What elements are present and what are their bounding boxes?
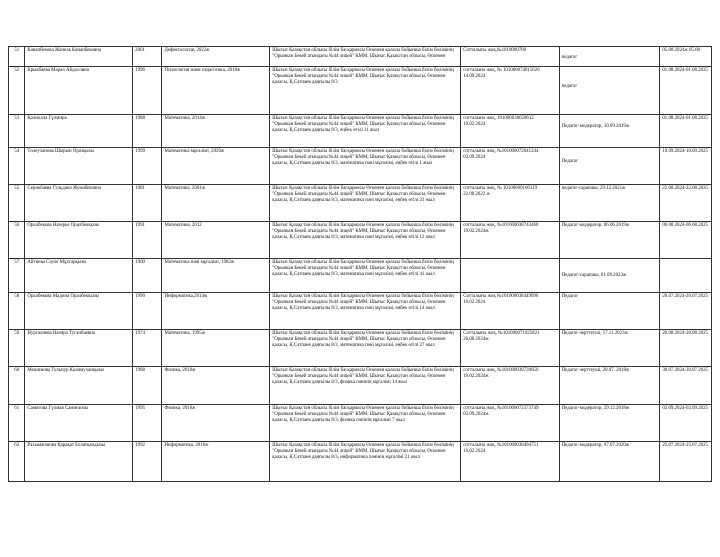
category: Педагог-зерттеуші, 20.07. 2018ж [561,368,630,373]
row-number: 56 [9,222,25,259]
workplace: Шығыс Қазақстан облысы білім басқармасы Өскемен қаласы бойынша білім бөлімінің "Орынкан Бекей атындағы №44 лицей" КММ, Шығыс Қазақстан облысы, Өскемен [270,47,461,67]
table-row [9,442,712,482]
table-row [9,293,712,330]
category: педагог [561,84,578,89]
contract-period: 06.08.2024-06.08.2025 [660,222,712,259]
category: педагог-сарапшы, 29.12.2021ж [561,186,626,191]
row-number: 62 [9,442,25,482]
full-name: Қалиолла Гүлмира [25,115,133,148]
contract-period: 20.08.2024-20.08.2025 [660,330,712,367]
table-row [9,259,712,293]
education: Физика, 2010ж [162,367,270,405]
education: Математика, 2012 [162,222,270,259]
category: Педагог-модератор, 10.09.2019ж [561,124,630,129]
workplace: Шығыс Қазақстан облысы білім басқармасы Өскемен қаласы бойынша білім бөлімінің "Орынкан Бекей атындағы №44 лицей" КММ, Шығыс Қазақстан облысы, Өскемен қаласы, Қ.Сәтпаев даңғылы 8/3, математика пәні мұғалімі, еңбек өтілі 41 жыл [270,259,461,293]
workplace: Шығыс Қазақстан облысы білім басқармасы Өскемен қаласы бойынша білім бөлімінің "Орынкан Бекей атындағы №44 лицей" КММ, Шығыс Қазақстан облысы, Өскемен қаласы, Қ.Сәтпаев даңғылы 8/3, математика пәні мұғалімі, еңбек өтілі 12 жыл [270,222,461,259]
education: Математика, 1995ж [162,330,270,367]
row-number: 60 [9,367,25,405]
contract-period: 01.08.2024-01.08.2025 [660,67,712,115]
table-row [9,148,712,185]
birth-year: 1996 [133,67,162,115]
full-name: Мешимова Гульнур Калимуханқызы [25,367,133,405]
education: Математика мұғалімі, 2020ж [162,148,270,185]
table-row [9,47,712,67]
education: Математика, 2001ж [162,185,270,222]
full-name: Төлеуханова Шырын Оразқызы [25,148,133,185]
birth-year: 1981 [133,185,162,222]
birth-year: 1999 [133,148,162,185]
full-name: Оралбекова Назерке Оралбекқызы [25,222,133,259]
workplace: Шығыс Қазақстан облысы білім басқармасы Өскемен қаласы бойынша білім бөлімінің "Орынкан Бекей атындағы №44 лицей" КММ, Шығыс Қазақстан облысы, Өскемен қаласы, Қ.Сәтпаев даңғылы 8/3, математика пәні мұғалімі, еңбек өтілі 23 жыл [270,185,461,222]
staff-table [8,46,712,482]
education: Информатика,2014ж [162,293,270,330]
row-number: 57 [9,259,25,293]
contract-period: 22.08.2024-22.08.2025 [660,185,712,222]
full-name: Самигова Гүлмая Самиғаизы [25,405,133,442]
certificate: сотталығы жоқ, №101000072373749 03.09.2024ж [461,405,559,442]
certificate: сотталығы жоқ, № 10100060166119 22.08.2022 ж [461,185,559,222]
certificate: сотталығы жоқ, №101000038743460 19.02.2024ж [461,222,559,259]
workplace: Шығыс Қазақстан облысы білім басқармасы Өскемен қаласы бойынша білім бөлімінің "Орынкан Бекей атындағы №44 лицей" КММ, Шығыс Қазақстан облысы, Өскемен қаласы, Қ.Сәтпаев даңғылы 8/3, математика пәні мұғалімі, еңбек өтілі 27 жыл [270,330,461,367]
workplace: Шығыс Қазақстан облысы білім басқармасы Өскемен қаласы бойынша білім бөлімінің "Орынкан Бекей атындағы №44 лицей" КММ, Шығыс Қазақстан облысы, Өскемен қаласы, Қ.Сәтпаев даңғылы 8/3, математика пәні мұғалімі, еңбек өтілі 1 жыл [270,148,461,185]
certificate: сотталығы жоқ, № 101000074815626 14.09.2024 [461,67,559,115]
full-name: Крыкбаева Марал Айдосовна [25,67,133,115]
table-row [9,222,712,259]
birth-year: 1988 [133,367,162,405]
workplace: Шығыс Қазақстан облысы білім басқармасы Өскемен қаласы бойынша білім бөлімінің "Орынкан Бекей атындағы №44 лицей" КММ, Шығыс Қазақстан облысы, Өскемен қаласы, Қ.Сәтпаев даңғылы 8/3, математика пәні мұғалімі, еңбек өтілі 14 жыл [270,293,461,330]
full-name: Нургалиева Назира Туганбаевна [25,330,133,367]
row-number: 51 [9,47,25,67]
education: Информатика, 2016ж [162,442,270,482]
category: Педагог-сарапшы, 01.09.2023ж [561,273,627,278]
category: Педагог [561,159,579,164]
category: Педагог [561,294,579,299]
contract-period: 05.08.2024ж 05.08 [660,47,712,67]
category: Педагог-зерттеуші, 17.11.2023ж [561,331,628,336]
education: Математика, 2014ж [162,115,270,148]
category: педагог [561,55,578,60]
table-row [9,330,712,367]
contract-period: 25.07.2024-25.07.2025 [660,442,712,482]
birth-year: 1991 [133,222,162,259]
workplace: Шығыс Қазақстан облысы білім басқармасы Өскемен қаласы бойынша білім бөлімінің "Орынкан Бекей атындағы №44 лицей" КММ, Шығыс Қазақстан облысы, Өскемен қаласы, Қ.Сәтпаев даңғылы 8/3, физика пәнінің мұғалімі 14 жыл [270,367,461,405]
contract-period: 26.07.2024-26.07.2025 [660,293,712,330]
row-number: 61 [9,405,25,442]
birth-year: 1960 [133,259,162,293]
workplace: Шығыс Қазақстан облысы білім басқармасы Өскемен қаласы бойынша білім бөлімінің "Орынкан Бекей атындағы №44 лицей" КММ, Шығыс Қазақстан облысы, Өскемен қаласы, Қ.Сәтпаев даңғылы 8/3, физика пәнінің мұғалімі 7 жыл [270,405,461,442]
certificate: Сотталығы жоқ,№1010000700 [461,47,559,67]
table-row [9,185,712,222]
table-body [9,47,712,482]
category: Педагог-модератор, 29.12.2018ж [561,406,630,411]
contract-period: 02.09.2024-02.09.2025 [660,405,712,442]
birth-year: 1992 [133,442,162,482]
certificate [461,259,559,293]
workplace: Шығыс Қазақстан облысы білім басқармасы Өскемен қаласы бойынша білім бөлімінің "Орынкан Бекей атындағы №44 лицей" КММ, Шығыс Қазақстан облысы, Өскемен қаласы, Қ.Сәтпаев даңғылы 8/3 [270,67,461,115]
certificate: сотталығы жоқ, №101000072641244 03.09.2024 [461,148,559,185]
education: Математика пәні мұғалімі, 1982ж [162,259,270,293]
education: Психология және педагогика, 2018ж [162,67,270,115]
table-row [9,367,712,405]
row-number: 53 [9,115,25,148]
full-name: Канапбекова Жанель Канапбековна [25,47,133,67]
birth-year: 2001 [133,47,162,67]
table-row [9,405,712,442]
birth-year: 1995 [133,405,162,442]
certificate: Сотталығы жоқ, №101000071025821 26.08.2024ж [461,330,559,367]
contract-period [660,259,712,293]
certificate: сотталығы жоқ, 101000038658612 19.02.2024 [461,115,559,148]
contract-period: 30.07.2024-30.07.2025 [660,367,712,405]
row-number: 52 [9,67,25,115]
row-number: 54 [9,148,25,185]
row-number: 58 [9,293,25,330]
certificate: сотталығы жоқ, №101000038730050 19.02.2024ж [461,367,559,405]
birth-year: 1988 [133,115,162,148]
birth-year: 1974 [133,330,162,367]
contract-period: 10.09.2024-10.09.2025 [660,148,712,185]
category: Педагог-модератор, 07.07.2020ж [561,443,630,448]
table-row [9,115,712,148]
table-row [9,67,712,115]
workplace: Шығыс Қазақстан облысы білім басқармасы Өскемен қаласы бойынша білім бөлімінің "Орынкан Бекей атындағы №44 лицей" КММ, Шығыс Қазақстан облысы, Өскемен қаласы, Қ.Сәтпаев даңғылы 8/3, еңбек өтілі 11 жыл [270,115,461,148]
certificate: сотталығы жоқ, №101000038494751 16.02.2024 [461,442,559,482]
full-name: Айтиева Сәуле Мұхтарқызы [25,259,133,293]
row-number: 59 [9,330,25,367]
row-number: 55 [9,185,25,222]
full-name: Рахымжанова Қарақат Болатқандызы [25,442,133,482]
full-name: Серикбаева Гульдана Жумабековна [25,185,133,222]
contract-period: 01.08.2024-01.08.2025 [660,115,712,148]
education: Дефектология, 2022ж [162,47,270,67]
workplace: Шығыс Қазақстан облысы білім басқармасы Өскемен қаласы бойынша білім бөлімінің "Орынкан Бекей атындағы №44 лицей" КММ, Шығыс Қазақстан облысы, Өскемен қаласы, Қ.Сәтпаев даңғылы 8/3, информатика пәнінің мұғалімі 21 жыл [270,442,461,482]
category: Педагог-модератор, 06.06.2019ж [561,223,630,228]
education: Физика, 2016ж [162,405,270,442]
birth-year: 1990 [133,293,162,330]
certificate: Сотталығы жоқ №101000038449096 16.02.2024 [461,293,559,330]
full-name: Оралбекова Мадина Оралбекқызы [25,293,133,330]
